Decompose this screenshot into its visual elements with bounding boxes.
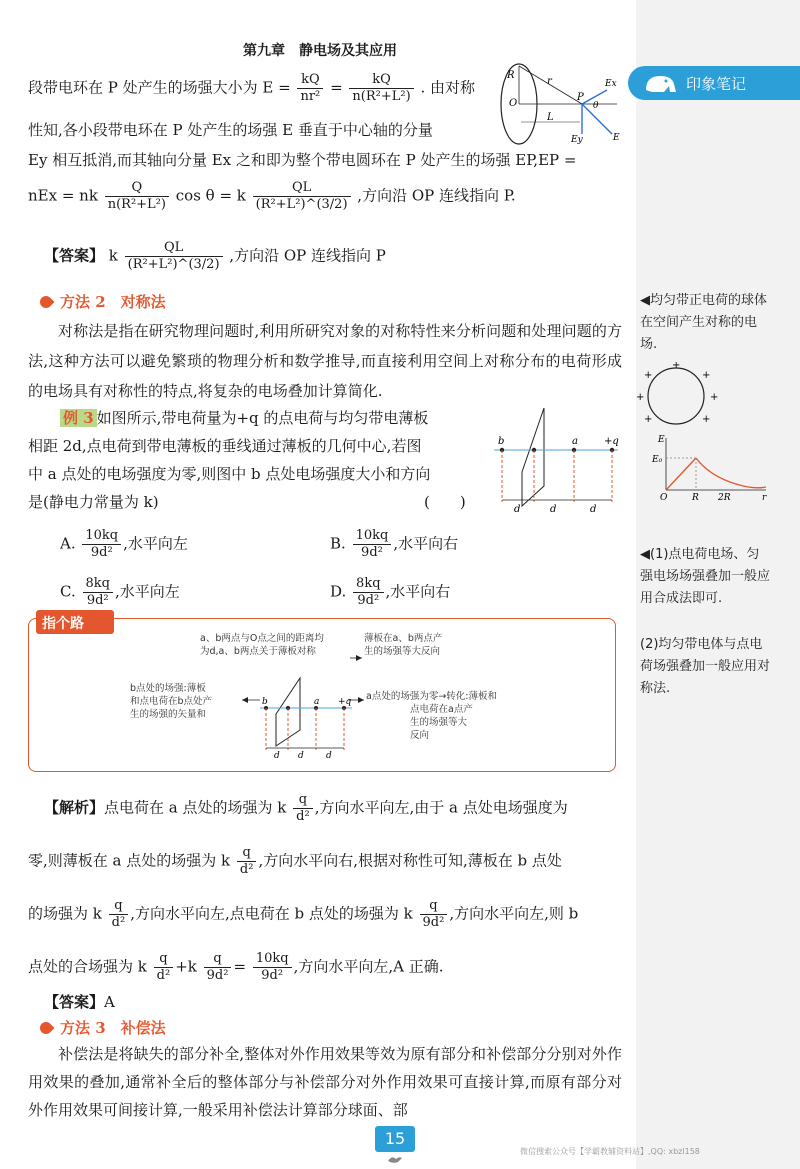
num: kQ	[297, 72, 323, 89]
den: (R²+L²)^(3/2)	[255, 197, 348, 212]
sphere-label-E: E	[658, 435, 665, 445]
fraction	[297, 72, 323, 105]
guide-top-right	[364, 632, 474, 658]
den: 9d²	[86, 593, 109, 608]
example-3-line-3: 中 a 点处的电场强度为零,则图中 b 点处电场强度大小和方向	[28, 465, 431, 483]
bullet-icon	[38, 294, 55, 311]
plate-label-d2: d	[550, 504, 557, 514]
line: 生的场强等大	[410, 717, 468, 728]
text: ,方向水平向右,根据对称性可知,薄板在 b 点处	[258, 851, 562, 870]
line: 为d,a、b两点关于薄板对称	[200, 646, 316, 657]
derivation-line-3: Ey 相互抵消,而其轴向分量 Ex 之和即为整个带电圆环在 P 处产生的场强 EP,EP =	[28, 151, 577, 169]
title: 方法 3 补偿法	[60, 1019, 166, 1037]
plate-charge-figure	[494, 402, 626, 514]
svg-text:+: +	[710, 392, 719, 403]
fraction	[353, 576, 383, 609]
line: a、b两点与O点之间的距离均	[200, 633, 324, 644]
analysis-line-1	[44, 792, 568, 825]
den: d²	[111, 915, 126, 930]
svg-text:+: +	[702, 414, 711, 425]
ring-label-L: L	[547, 112, 554, 123]
den: 9d²	[90, 545, 113, 560]
den: d²	[239, 862, 254, 877]
guide-label-a: a	[314, 697, 320, 707]
num: QL	[253, 180, 351, 197]
plate-label-d3: d	[590, 504, 597, 514]
text: 零,则薄板在 a 点处的场强为 k	[28, 851, 231, 870]
fraction	[204, 951, 232, 984]
den: 9d²	[357, 593, 380, 608]
text: ,水平向右	[393, 534, 459, 553]
plate-label-d1: d	[514, 504, 521, 514]
den: 9d²	[261, 968, 284, 983]
text: ,水平向右	[385, 582, 451, 601]
num: q	[237, 845, 257, 862]
ring-field-figure	[497, 62, 627, 152]
option-letter: D.	[330, 582, 347, 601]
text: ,方向水平向左,点电荷在 b 点处的场强为 k	[130, 904, 413, 923]
bird-decoration-icon	[386, 1153, 404, 1165]
text: ,水平向左	[123, 534, 188, 553]
num: 8kq	[353, 576, 383, 593]
line: 生的场强等大反向	[364, 646, 441, 657]
option-a[interactable]	[60, 528, 188, 561]
method-2-paragraph: 对称法是指在研究物理问题时,利用所研究对象的对称特性来分析问题和处理问题的方法,这种方法可以避免繁琐的物理分析和数学推导,而直接利用空间上对称分布的电荷形成的电场具有对称性的特点,将复杂的电场叠加计算简化.	[28, 322, 622, 400]
den: d²	[296, 809, 310, 824]
option-letter: B.	[330, 534, 346, 553]
analysis-line-4	[28, 951, 443, 984]
method-3-paragraph: 补偿法是将缺失的部分补全,整体对外作用效果等效为原有部分和补偿部分分别对外作用效果的叠加,通常补全后的整体部分与补偿部分对外作用效果可直接计算,而原有部分对外作用效果可间接计算,一般采用补偿法计算部分球面、部	[28, 1045, 622, 1119]
text: ,水平向左	[114, 582, 180, 601]
text: +k	[175, 957, 197, 976]
ring-label-O: O	[509, 98, 518, 109]
option-letter: C.	[60, 582, 76, 601]
den: n(R²+L²)	[107, 197, 166, 212]
fraction	[154, 951, 174, 984]
fraction	[109, 898, 129, 931]
text: =	[330, 78, 343, 97]
text: 如图所示,带电荷量为+q 的点电荷与均匀带电薄板	[96, 409, 429, 427]
num: q	[420, 898, 448, 915]
guide-label-b: b	[262, 697, 268, 707]
derivation-line-1	[28, 72, 475, 105]
line: b点处的场强:薄板	[130, 683, 206, 694]
num: q	[154, 951, 174, 968]
ring-label-P: P	[577, 92, 584, 103]
den: 9d²	[361, 545, 383, 560]
footer-credit: 微信搜索公众号【学霸教辅资料站】,QQ: xbzl158	[520, 1147, 700, 1156]
fraction	[353, 528, 392, 561]
svg-text:+: +	[702, 370, 711, 381]
line: 和点电荷在b点处产	[130, 696, 213, 707]
guide-label-d3: d	[326, 751, 332, 760]
guide-label-d2: d	[298, 751, 304, 760]
line: a点处的场强为零→转化:薄板和	[366, 691, 497, 702]
ring-label-Ex: Ex	[605, 79, 617, 89]
option-b[interactable]	[330, 528, 458, 561]
answer-2	[44, 992, 115, 1012]
sphere-label-R: R	[692, 493, 699, 502]
guide-label-d1: d	[274, 751, 280, 760]
title: 方法 2 对称法	[60, 293, 166, 311]
text: nEx = nk	[28, 186, 98, 205]
method-3-title	[40, 1018, 166, 1038]
text: . 由对称	[420, 78, 476, 97]
num: q	[109, 898, 129, 915]
sphere-label-O: O	[660, 493, 668, 502]
svg-text:+: +	[672, 362, 681, 371]
text: 点电荷在 a 点处的场强为 k	[104, 798, 287, 817]
line: 反向	[410, 730, 430, 741]
derivation-line-4	[28, 180, 516, 213]
text: 点处的合场强为 k	[28, 957, 147, 976]
example-tag: 例 3	[60, 409, 97, 427]
fraction	[237, 845, 257, 878]
fraction	[253, 951, 292, 984]
fraction	[105, 180, 169, 213]
plate-label-q: +q	[604, 436, 619, 447]
example-3-line-2: 相距 2d,点电荷到带电薄板的垂线通过薄板的几何中心,若图	[28, 437, 422, 455]
num: q	[204, 951, 232, 968]
den: 9d²	[422, 915, 445, 930]
answer-1	[44, 240, 386, 273]
answer-paren: ( )	[424, 493, 466, 511]
example-3-line-4: 是(静电力常量为 k)	[28, 493, 159, 511]
option-d[interactable]	[330, 576, 450, 609]
answer-value: A	[104, 993, 115, 1011]
fraction	[420, 898, 448, 931]
notes-tab-label: 印象笔记	[686, 75, 747, 93]
text: =	[233, 957, 247, 976]
analysis-line-3	[28, 898, 578, 931]
num: 10kq	[253, 951, 292, 968]
ring-label-E: E	[613, 133, 620, 143]
guide-label-q: +q	[338, 697, 352, 707]
fraction	[349, 72, 413, 105]
num: kQ	[349, 72, 413, 89]
chapter-header: 第九章 静电场及其应用	[243, 43, 397, 59]
fraction	[83, 576, 113, 609]
option-c[interactable]	[60, 576, 180, 609]
fraction	[82, 528, 121, 561]
text: ,方向沿 OP 连线指向 P	[229, 246, 386, 265]
fraction	[253, 180, 351, 213]
sphere-field-figure	[630, 362, 770, 502]
num: Q	[105, 180, 169, 197]
text: ,方向沿 OP 连线指向 P.	[357, 186, 516, 205]
answer-label: 【答案】	[44, 993, 105, 1011]
side-note-2a: ◀(1)点电荷电场、匀强电场场强叠加一般应用合成法即可.	[640, 547, 771, 606]
num: q	[293, 792, 313, 809]
den: (R²+L²)^(3/2)	[127, 257, 220, 272]
guide-tag	[36, 610, 114, 634]
bullet-icon	[38, 1020, 55, 1037]
text: ,方向水平向左,A 正确.	[293, 957, 444, 976]
svg-text:+: +	[644, 414, 653, 425]
ring-label-Ey: Ey	[571, 135, 583, 145]
ring-label-R: R	[507, 70, 515, 81]
option-letter: A.	[60, 534, 76, 553]
num: 8kq	[83, 576, 113, 593]
fraction	[293, 792, 313, 825]
num: 10kq	[82, 528, 121, 545]
guide-tag-label: 指个路	[42, 616, 84, 632]
example-3-line-1	[60, 408, 428, 428]
ring-label-r: r	[547, 76, 552, 87]
den: n(R²+L²)	[352, 89, 411, 104]
elephant-logo-icon	[642, 70, 680, 96]
num: QL	[125, 240, 223, 257]
text: ,方向水平向左,由于 a 点处电场强度为	[314, 798, 568, 817]
answer-label: 【答案】	[44, 246, 105, 265]
plate-label-b: b	[498, 436, 505, 447]
text: k	[108, 246, 118, 265]
sphere-label-r: r	[762, 493, 767, 502]
sphere-label-E0: E₀	[652, 455, 663, 465]
method-2-title	[40, 292, 166, 312]
analysis-label: 【解析】	[44, 798, 105, 817]
guide-plate-figure	[240, 650, 370, 760]
num: 10kq	[353, 528, 392, 545]
side-note-1: ◀均匀带正电荷的球体在空间产生对称的电场.	[640, 293, 767, 352]
sphere-label-2R: 2R	[718, 493, 731, 502]
derivation-line-2: 性知,各小段带电环在 P 处产生的场强 E 垂直于中心轴的分量	[28, 121, 433, 139]
plate-label-a: a	[572, 436, 578, 447]
svg-text:+: +	[644, 370, 653, 381]
text: 的场强为 k	[28, 904, 102, 923]
svg-text:+: +	[636, 392, 645, 403]
side-note-2b: (2)均匀带电体与点电荷场强叠加一般应用对称法.	[640, 637, 771, 696]
text: cos θ = k	[175, 186, 246, 205]
line: 生的场强的矢量和	[130, 709, 207, 720]
text: 段带电环在 P 处产生的场强大小为 E =	[28, 78, 291, 97]
line: 薄板在a、b两点产	[364, 633, 443, 644]
analysis-line-2	[28, 845, 562, 878]
fraction	[125, 240, 223, 273]
den: nr²	[300, 89, 321, 104]
den: d²	[156, 968, 171, 983]
den: 9d²	[206, 968, 229, 983]
line: 点电荷在a点产	[410, 704, 473, 715]
ring-label-theta: θ	[593, 101, 599, 111]
guide-right-note	[366, 690, 556, 742]
notes-tab	[628, 66, 800, 100]
text: ,方向水平向左,则 b	[449, 904, 579, 923]
page-number: 15	[375, 1126, 415, 1152]
